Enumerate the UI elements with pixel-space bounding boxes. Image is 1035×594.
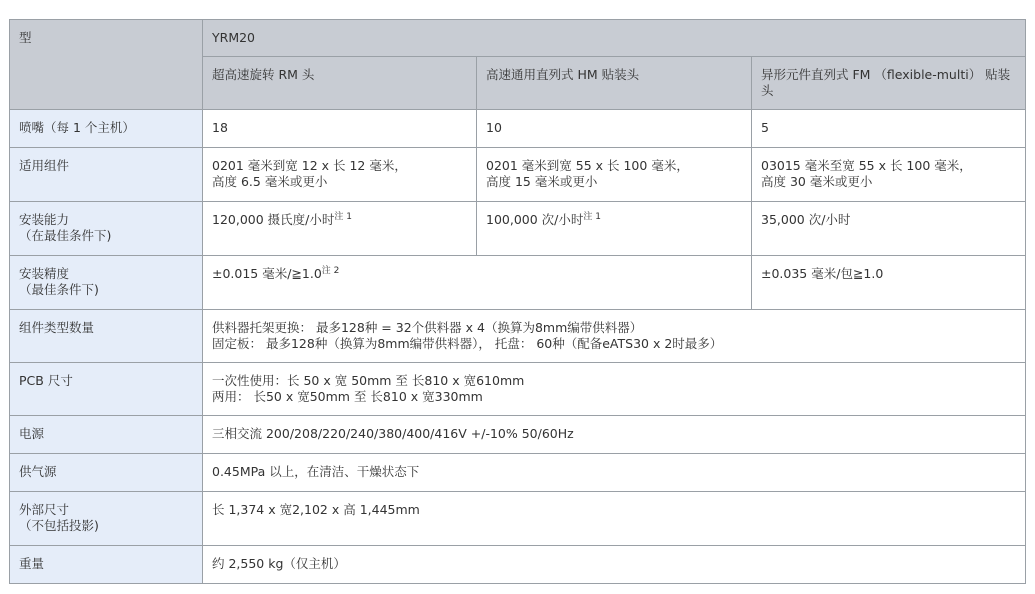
capacity-rm-value: 120,000 摄氏度/小时 (212, 212, 335, 227)
power-value: 三相交流 200/208/220/240/380/400/416V +/-10% 50/60Hz (212, 426, 574, 441)
dimensions-value: 长 1,374 x 宽2,102 x 高 1,445mm (212, 502, 420, 517)
capacity-fm-value: 35,000 次/小时 (761, 212, 851, 227)
row-label-cell (10, 110, 203, 148)
value-cell (477, 148, 752, 202)
types-line2: 固定板： 最多128种（换算为8mm编带供料器）， 托盘： 60种（配备eATS30 x 2时最多） (212, 336, 723, 351)
nozzles-hm-value: 10 (486, 120, 502, 135)
components-label: 适用组件 (19, 158, 70, 173)
value-cell (752, 110, 1026, 148)
header-row-model (10, 20, 1026, 57)
footnote-marker: 注 1 (583, 212, 601, 222)
accuracy-rm-hm-value: ±0.015 毫米/≧1.0 (212, 266, 322, 281)
value-cell (203, 148, 477, 202)
head-fm-label: 异形元件直列式 FM （flexible-multi） 贴装头 (761, 67, 1011, 98)
row-label-cell (10, 454, 203, 492)
row-dimensions (10, 492, 1026, 546)
value-cell (203, 492, 1026, 546)
capacity-label-line2: （在最佳条件下) (19, 228, 112, 243)
value-cell (477, 110, 752, 148)
dimensions-label-line2: （不包括投影) (19, 518, 99, 533)
components-rm-line2: 高度 6.5 毫米或更小 (212, 174, 328, 189)
row-label-cell (10, 546, 203, 584)
accuracy-label-line2: （最佳条件下) (19, 282, 99, 297)
value-cell (203, 416, 1026, 454)
footnote-marker: 注 1 (334, 212, 352, 222)
pcb-line1: 一次性使用：长 50 x 宽 50mm 至 长810 x 宽610mm (212, 373, 525, 388)
row-label-cell (10, 363, 203, 416)
model-label: 型 (19, 30, 32, 45)
value-cell (203, 310, 1026, 363)
row-label-cell (10, 310, 203, 363)
value-cell (203, 454, 1026, 492)
types-line1: 供料器托架更换： 最多128种 = 32个供料器 x 4（换算为8mm编带供料器） (212, 320, 643, 335)
row-pcb-size (10, 363, 1026, 416)
weight-value: 约 2,550 kg（仅主机） (212, 556, 346, 571)
row-component-types (10, 310, 1026, 363)
pcb-label: PCB 尺寸 (19, 373, 73, 388)
value-cell (752, 202, 1026, 256)
row-components (10, 148, 1026, 202)
value-cell (203, 363, 1026, 416)
weight-label: 重量 (19, 556, 45, 571)
row-label-cell (10, 416, 203, 454)
row-label-cell (10, 202, 203, 256)
head-hm-cell (477, 57, 752, 110)
accuracy-label-line1: 安装精度 (19, 266, 70, 281)
row-air-supply (10, 454, 1026, 492)
row-label-cell (10, 256, 203, 310)
types-label: 组件类型数量 (19, 320, 95, 335)
model-label-cell (10, 20, 203, 110)
head-rm-label: 超高速旋转 RM 头 (212, 67, 315, 82)
air-value: 0.45MPa 以上，在清洁、干燥状态下 (212, 464, 420, 479)
pcb-line2: 两用： 长50 x 宽50mm 至 长810 x 宽330mm (212, 389, 483, 404)
value-cell (203, 110, 477, 148)
value-cell (752, 256, 1026, 310)
components-fm-line1: 03015 毫米至宽 55 x 长 100 毫米， (761, 158, 972, 173)
dimensions-label-line1: 外部尺寸 (19, 502, 70, 517)
model-value-cell (203, 20, 1026, 57)
row-power (10, 416, 1026, 454)
footnote-marker: 注 2 (321, 266, 340, 276)
air-label: 供气源 (19, 464, 57, 479)
capacity-label-line1: 安装能力 (19, 212, 70, 227)
nozzles-rm-value: 18 (212, 120, 228, 135)
components-rm-line1: 0201 毫米到宽 12 x 长 12 毫米， (212, 158, 407, 173)
value-cell (203, 256, 752, 310)
row-label-cell (10, 148, 203, 202)
row-label-cell (10, 492, 203, 546)
value-cell (203, 202, 477, 256)
value-cell (477, 202, 752, 256)
head-hm-label: 高速通用直列式 HM 贴装头 (486, 67, 640, 82)
value-cell (203, 546, 1026, 584)
components-fm-line2: 高度 30 毫米或更小 (761, 174, 873, 189)
row-accuracy (10, 256, 1026, 310)
nozzles-fm-value: 5 (761, 120, 769, 135)
power-label: 电源 (19, 426, 45, 441)
row-nozzles (10, 110, 1026, 148)
value-cell (752, 148, 1026, 202)
capacity-hm-value: 100,000 次/小时 (486, 212, 584, 227)
head-rm-cell (203, 57, 477, 110)
nozzles-label: 喷嘴（每 1 个主机） (19, 120, 135, 135)
components-hm-line2: 高度 15 毫米或更小 (486, 174, 598, 189)
components-hm-line1: 0201 毫米到宽 55 x 长 100 毫米， (486, 158, 689, 173)
accuracy-fm-value: ±0.035 毫米/包≧1.0 (761, 266, 884, 281)
row-capacity (10, 202, 1026, 256)
head-fm-cell (752, 57, 1026, 110)
row-weight (10, 546, 1026, 584)
spec-table (9, 19, 1026, 584)
model-value: YRM20 (212, 30, 256, 45)
